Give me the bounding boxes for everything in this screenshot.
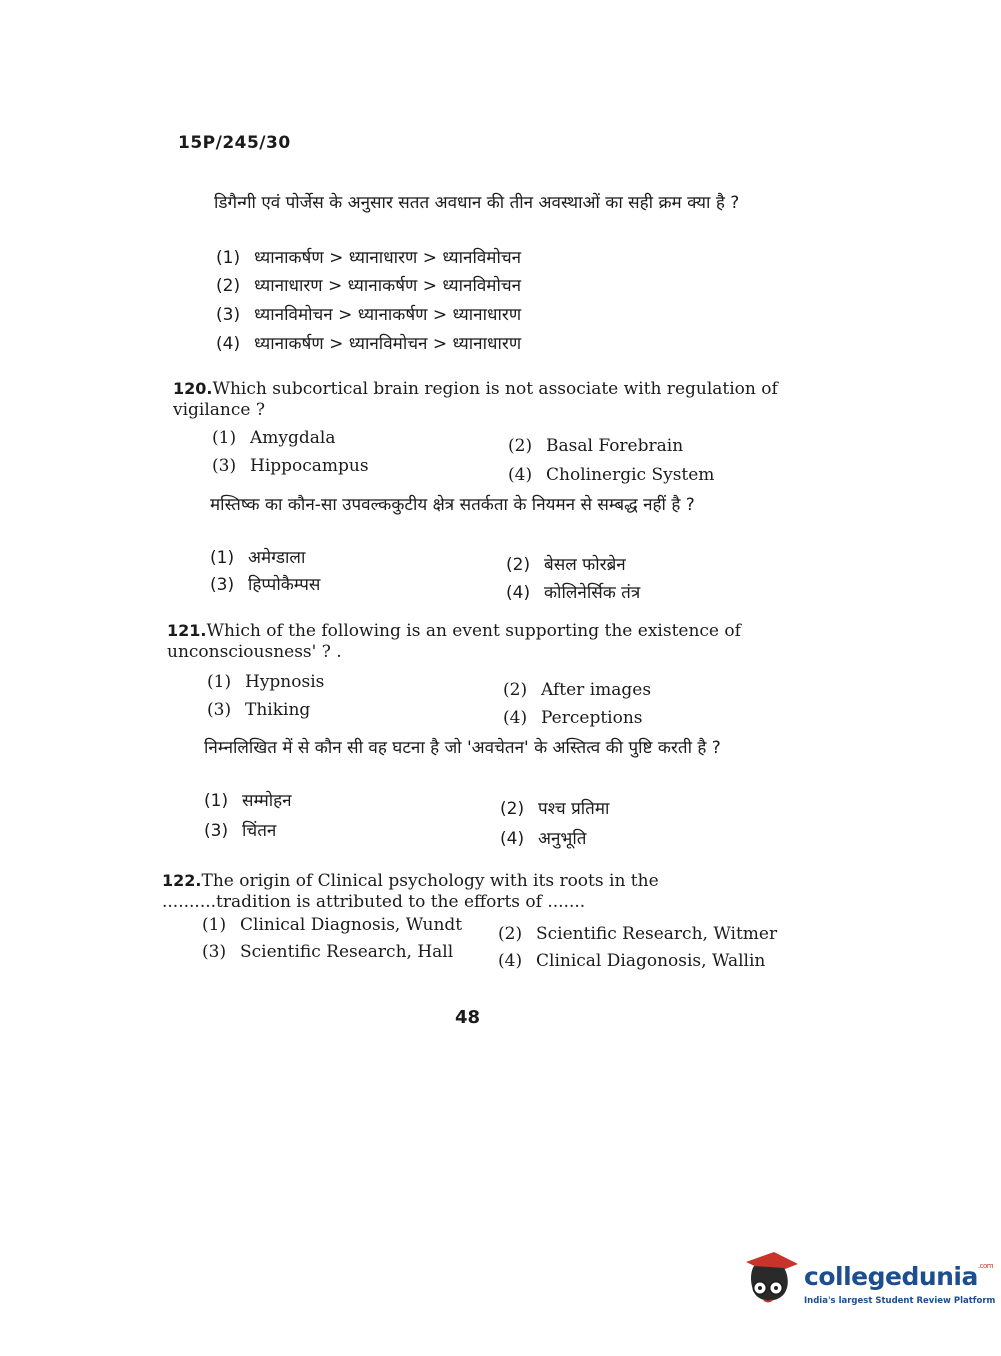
q122-option-2: (2) Scientific Research, Witmer [498, 924, 778, 944]
q120-text: 120.Which subcortical brain region is not associate with regulation of vigilance ? [173, 379, 778, 420]
q121-hindi-option-4: (4) अनुभूति [500, 829, 587, 849]
mascot-icon [740, 1250, 800, 1310]
q121-hindi-text: निम्नलिखित में से कौन सी वह घटना है जो 'अवचेतन' के अस्तित्व की पुष्टि करती है ? [204, 738, 721, 758]
q120-hindi-text: मस्तिष्क का कौन-सा उपवल्ककुटीय क्षेत्र सतर्कता के नियमन से सम्बद्ध नहीं है ? [210, 495, 695, 515]
paper-code: 15P/245/30 [178, 133, 291, 153]
q121-number: 121. [167, 621, 207, 640]
q121-hindi-option-1: (1) सम्मोहन [204, 791, 292, 811]
q121-option-2: (2) After images [503, 680, 652, 700]
q122-option-4: (4) Clinical Diagonosis, Wallin [498, 951, 766, 971]
q119-option-2: (2) ध्यानाधारण > ध्यानाकर्षण > ध्यानविमोचन [216, 276, 522, 296]
q120-option-1: (1) Amygdala [212, 428, 336, 448]
q119-hindi-text: डिगैन्गी एवं पोर्जेस के अनुसार सतत अवधान की तीन अवस्थाओं का सही क्रम क्या है ? [214, 193, 740, 213]
q121-option-1: (1) Hypnosis [207, 672, 325, 692]
logo-tagline: India's largest Student Review Platform [804, 1296, 996, 1306]
q121-option-4: (4) Perceptions [503, 708, 643, 728]
q120-hindi-option-3: (3) हिप्पोकैम्पस [210, 575, 321, 595]
q120-option-3: (3) Hippocampus [212, 456, 369, 476]
q120-hindi-option-1: (1) अमेग्डाला [210, 548, 306, 568]
page-number: 48 [455, 1007, 481, 1028]
q120-option-4: (4) Cholinergic System [508, 465, 715, 485]
q121-text: 121.Which of the following is an event supporting the existence of unconsciousness' ? . [167, 621, 741, 662]
q122-number: 122. [162, 871, 202, 890]
collegedunia-logo [740, 1248, 996, 1318]
q119-option-4: (4) ध्यानाकर्षण > ध्यानविमोचन > ध्यानाधारण [216, 334, 522, 354]
q120-hindi-option-4: (4) कोलिनेर्सिक तंत्र [506, 583, 641, 603]
q122-option-3: (3) Scientific Research, Hall [202, 942, 454, 962]
q120-hindi-option-2: (2) बेसल फोरब्रेन [506, 555, 626, 575]
q122-option-1: (1) Clinical Diagnosis, Wundt [202, 915, 463, 935]
logo-wordmark: collegedunia$^{.com}$ [804, 1262, 994, 1291]
q121-option-3: (3) Thiking [207, 700, 311, 720]
q120-number: 120. [173, 379, 213, 398]
q121-hindi-option-3: (3) चिंतन [204, 821, 277, 841]
q119-option-1: (1) ध्यानाकर्षण > ध्यानाधारण > ध्यानविमोचन [216, 248, 522, 268]
q119-option-3: (3) ध्यानविमोचन > ध्यानाकर्षण > ध्यानाधारण [216, 305, 522, 325]
q121-hindi-option-2: (2) पश्च प्रतिमा [500, 799, 610, 819]
q120-option-2: (2) Basal Forebrain [508, 436, 684, 456]
q122-text: 122.The origin of Clinical psychology with its roots in the ..........tradition is attributed to the efforts of ....... [162, 871, 659, 912]
